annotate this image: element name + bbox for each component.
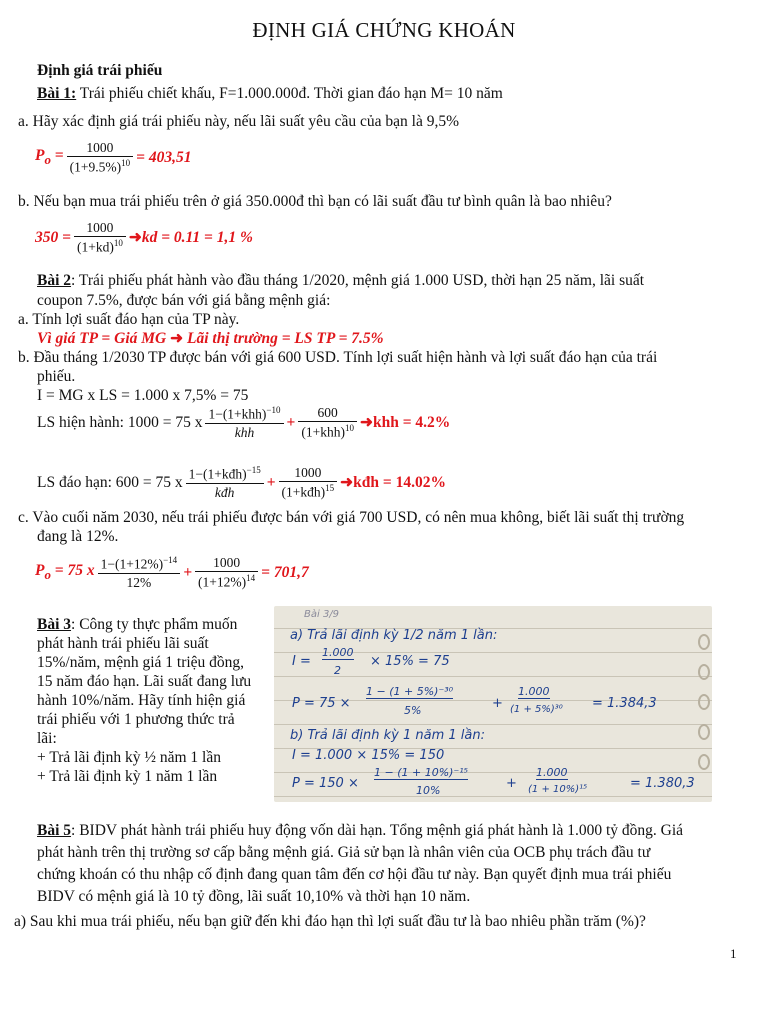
fraction: $\frac{1-(1+khh)^{-10}}{\text{khh}}$ — [205, 405, 283, 441]
bai2-answer-a: Vì giá TP = Giá MG ➜ Lãi thị trường = LS TP = 7.5% — [37, 330, 384, 347]
bai1-label: Bài 1: — [37, 85, 77, 102]
formula-result: = 701,7 — [261, 563, 309, 581]
bai2-question-c-2: đang là 12%. — [37, 528, 119, 545]
arrow-right-icon: ➜ — [170, 330, 184, 347]
bai2-ytm: LS đáo hạn: 600 = 75 x $\frac{1-(1+kđh)^{-15}}{\text{kđh}}$ + $\frac{1000}{(1+kđh)^{15}}$ ➜ kđh = 14.02% — [37, 465, 446, 500]
bai2-statement-1: Bài 2: Trái phiếu phát hành vào đầu tháng 1/2020, mệnh giá 1.000 USD, thời hạn 25 năm, lãi suất — [37, 272, 645, 289]
bai5-statement: Bài 5: BIDV phát hành trái phiếu huy động vốn dài hạn. Tổng mệnh giá phát hành là 1.000 tỷ đồng. Giá phát hành trên thị trường sơ cấp bằng mệnh giá. Giả sử bạn là nhân viên của OCB phụ trách đầu tư chứng khoán có thu nhập cố định đang quan tâm đến cơ hội đầu tư này. Bạn quyết định mua trái phiếu BIDV có mệnh giá là 10 tỷ đồng, lãi suất 10,10% và thời hạn 10 năm. — [37, 822, 684, 905]
formula-lhs: 350 = — [35, 228, 71, 246]
bai2-interest-line: I = MG x LS = 1.000 x 7,5% = 75 — [37, 387, 249, 404]
bai3-label: Bài 3 — [37, 616, 72, 633]
fraction: $\frac{1000}{(1+kđh)^{15}}$ — [279, 465, 338, 501]
arrow-right-icon: ➜ — [340, 474, 354, 492]
fraction: $\frac{1000}{(1+kd)^{10}}$ — [74, 220, 126, 256]
bai1-text: Trái phiếu chiết khấu, F=1.000.000đ. Thời gian đáo hạn M= 10 năm — [76, 85, 503, 102]
handwritten-solution-photo: Bài 3/9 a) Trả lãi định kỳ 1/2 năm 1 lần: I = 1.000 2 × 15% = 75 P = 75 × 1 − (1 + 5%)⁻³⁰ 5% + 1.000 (1 + 5%)³⁰ = 1.384,3 b) Trả lãi định kỳ 1 năm 1 lần: I = 1.000 × 15% = 150 P = 150 × 1 − (1 + 10%)⁻¹⁵ 10% + 1.000 (1 + 10%)¹⁵ = 1.380,3 — [274, 606, 712, 802]
arrow-right-icon: ➜ — [128, 229, 142, 247]
bai2-question-b-1: b. Đầu tháng 1/2030 TP được bán với giá 600 USD. Tính lợi suất hiện hành và lợi suất đáo hạn của trái — [18, 349, 658, 366]
bai2-question-c-1: c. Vào cuối năm 2030, nếu trái phiếu được bán với giá 700 USD, có nên mua không, biết lãi suất thị trường — [18, 509, 685, 526]
bai3-statement: Bài 3: Công ty thực phẩm muốn phát hành trái phiếu lãi suất 15%/năm, mệnh giá 1 triệu đồng, 15 năm đáo hạn. Lãi suất đang lưu hành 10%/năm. Hãy tính hiện giá trái phiếu với 1 phương thức trả lãi: + Trả lãi định kỳ ½ năm 1 lần + Trả lãi định kỳ 1 năm 1 lần — [37, 616, 252, 785]
page-number: 1 — [730, 946, 737, 961]
bai1-formula-b — [35, 220, 253, 256]
fraction: $\frac{1000}{(1+9.5\%)^{10}}$ — [67, 140, 133, 176]
fraction: $\frac{1-(1+12\%)^{-14}}{12\%}$ — [98, 555, 181, 591]
bai2-question-a: a. Tính lợi suất đáo hạn của TP này. — [18, 311, 240, 328]
bai1-question-a: a. Hãy xác định giá trái phiếu này, nếu lãi suất yêu cầu của bạn là 9,5% — [18, 113, 460, 130]
bai5-question-a: a) Sau khi mua trái phiếu, nếu bạn giữ đến khi đáo hạn thì lợi suất đầu tư là bao nhiêu phần trăm (%)? — [14, 913, 646, 930]
bai2-current-yield: LS hiện hành: 1000 = 75 x $\frac{1-(1+khh)^{-10}}{\text{khh}}$ + $\frac{600}{(1+khh)^{10}}$ ➜ khh = 4.2% — [37, 405, 451, 440]
bai1-formula-a — [35, 140, 191, 176]
section-heading: Định giá trái phiếu — [37, 62, 163, 79]
fraction: $\frac{600}{(1+khh)^{10}}$ — [298, 405, 357, 441]
bai2-formula-c: $P_o = 75$ x $\frac{1-(1+12\%)^{-14}}{12\%}$ + $\frac{1000}{(1+12\%)^{14}}$ = 701,7 — [35, 555, 309, 590]
fraction: $\frac{1-(1+kđh)^{-15}}{\text{kđh}}$ — [186, 465, 264, 501]
formula-result: kd = 0.11 = 1,1 % — [141, 228, 253, 246]
formula-result: = 403,51 — [136, 148, 192, 166]
bai1-statement — [37, 85, 503, 103]
bai2-question-b-2: phiếu. — [37, 368, 76, 385]
bai5-label: Bài 5 — [37, 822, 72, 839]
formula-lhs: $P_o$ = — [35, 147, 64, 168]
bai1-question-b: b. Nếu bạn mua trái phiếu trên ở giá 350.000đ thì bạn có lãi suất đầu tư bình quân là bao nhiêu? — [18, 193, 612, 210]
arrow-right-icon: ➜ — [359, 414, 373, 432]
bai2-statement-2: coupon 7.5%, được bán với giá bằng mệnh giá: — [37, 292, 331, 309]
formula-result: kđh = 14.02% — [353, 473, 446, 491]
fraction: $\frac{1000}{(1+12\%)^{14}}$ — [195, 555, 258, 591]
formula-result: khh = 4.2% — [372, 413, 451, 431]
page-title: ĐỊNH GIÁ CHỨNG KHOÁN — [252, 18, 516, 42]
bai2-label: Bài 2 — [37, 272, 72, 289]
